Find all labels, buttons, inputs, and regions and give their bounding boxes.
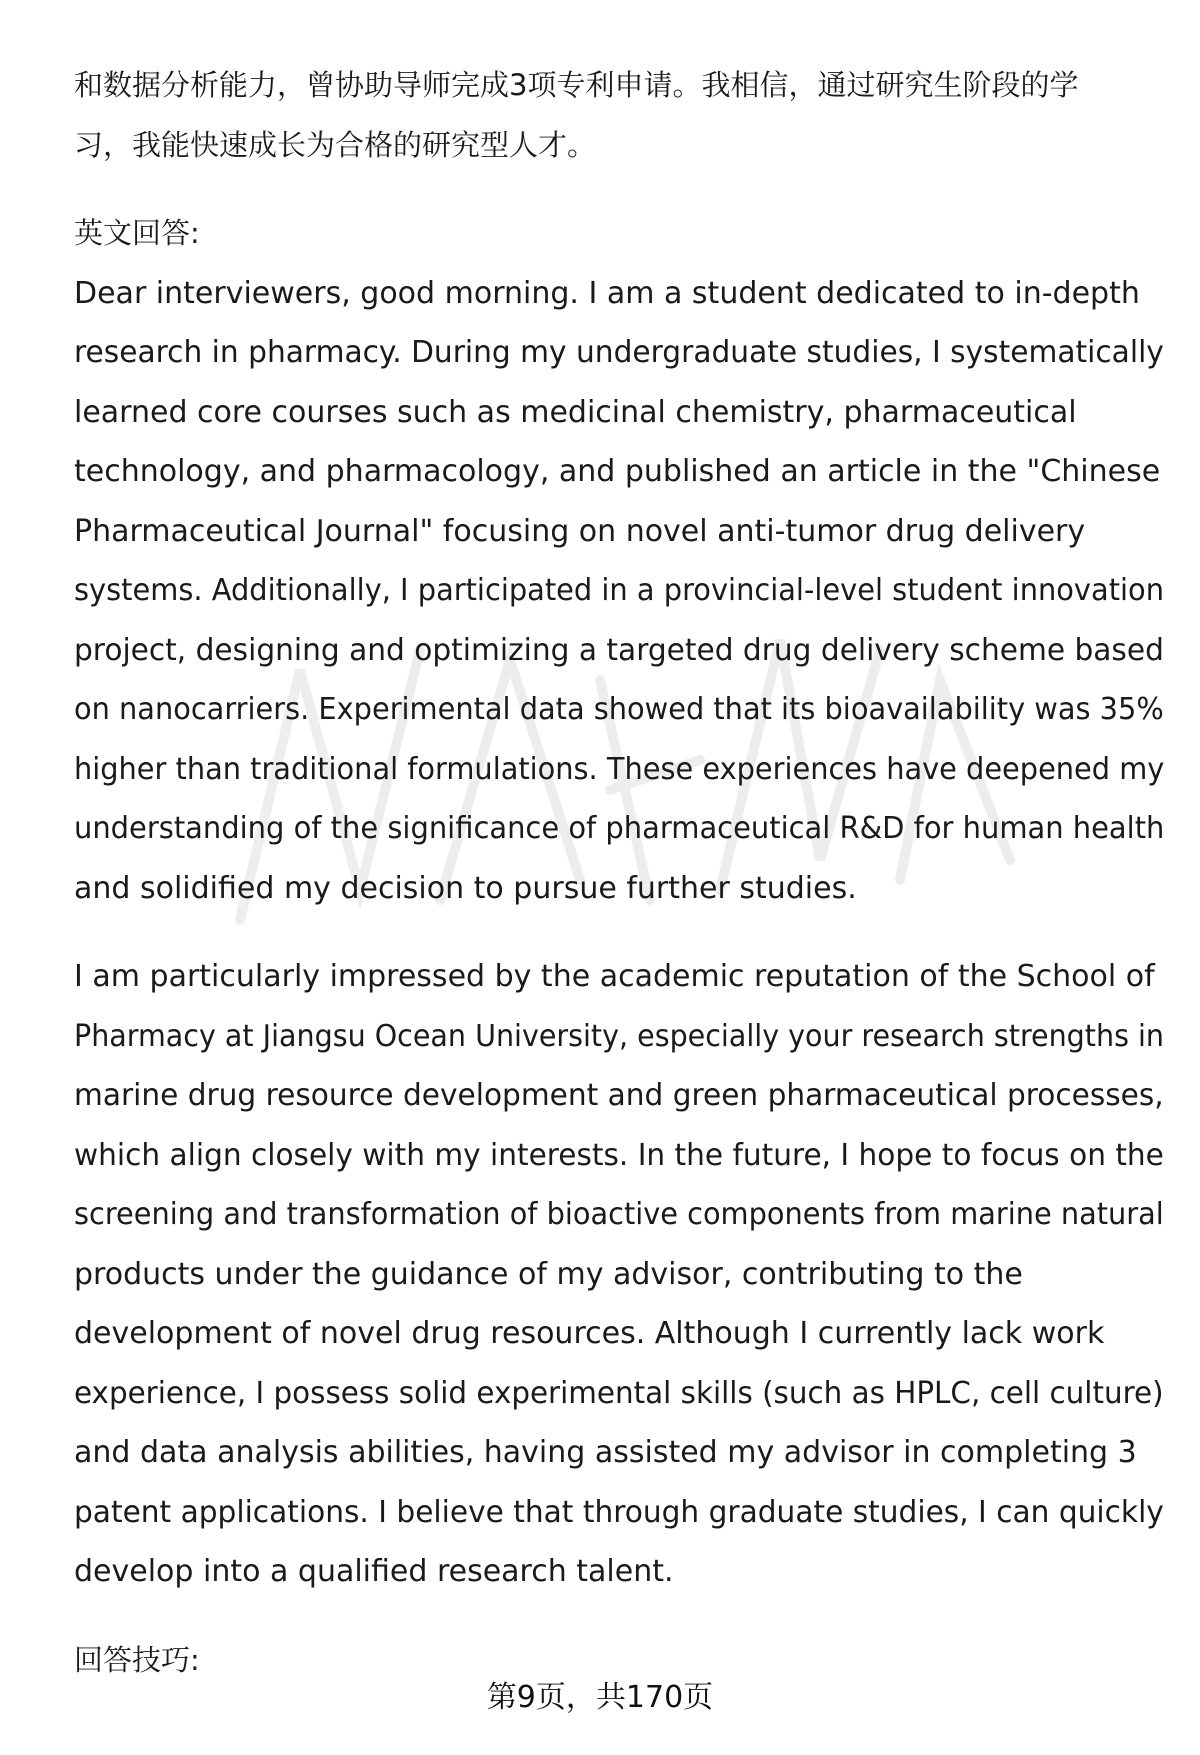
page-number-footer: 第9页，共170页	[486, 1680, 714, 1715]
english-paragraph-2	[74, 947, 1164, 1602]
text-line: experience, I possess solid experimental skills (such as HPLC, cell culture)	[74, 1375, 1164, 1411]
section-heading: 英文回答:	[74, 216, 200, 250]
text-line: Pharmacy at Jiangsu Ocean University, especially your research strengths in	[74, 1018, 1165, 1054]
text-line: 习，我能快速成长为合格的研究型人才。	[74, 127, 597, 162]
paragraph-spacer	[74, 1602, 1164, 1631]
english-paragraph-1	[74, 264, 1164, 919]
text-line: higher than traditional formulations. These experiences have deepened my	[74, 751, 1165, 787]
section-heading: 回答技巧:	[74, 1642, 200, 1677]
text-line: products under the guidance of my advisor, contributing to the	[74, 1256, 1023, 1292]
paragraph-spacer	[74, 175, 1164, 204]
text-line: marine drug resource development and green pharmaceutical processes,	[74, 1078, 1164, 1113]
text-line: Dear interviewers, good morning. I am a student dedicated to in-depth	[74, 275, 1140, 311]
text-line: on nanocarriers. Experimental data showed that its bioavailability was 35%	[74, 692, 1164, 727]
text-line: I am particularly impressed by the academic reputation of the School of	[74, 959, 1155, 994]
text-line: development of novel drug resources. Although I currently lack work	[74, 1316, 1105, 1351]
text-line: and data analysis abilities, having assisted my advisor in completing 3	[74, 1435, 1137, 1470]
text-line: screening and transformation of bioactive components from marine natural	[74, 1197, 1164, 1232]
english-answer-heading	[74, 204, 1164, 264]
text-line: research in pharmacy. During my undergraduate studies, I systematically	[74, 335, 1164, 370]
chinese-paragraph-tail	[74, 56, 1164, 175]
text-line: systems. Additionally, I participated in a provincial-level student innovation	[74, 573, 1164, 608]
text-line: project, designing and optimizing a targeted drug delivery scheme based	[74, 632, 1164, 668]
text-line: 和数据分析能力，曾协助导师完成3项专利申请。我相信，通过研究生阶段的学	[74, 68, 1079, 102]
text-line: patent applications. I believe that through graduate studies, I can quickly	[74, 1494, 1164, 1530]
document-body	[74, 56, 1164, 1690]
text-line: which align closely with my interests. In the future, I hope to focus on the	[74, 1137, 1164, 1173]
text-line: and solidified my decision to pursue further studies.	[74, 870, 857, 906]
text-line: Pharmaceutical Journal" focusing on novel anti-tumor drug delivery	[74, 513, 1086, 549]
text-line: develop into a qualified research talent.	[74, 1554, 674, 1589]
text-line: technology, and pharmacology, and published an article in the "Chinese	[74, 454, 1161, 489]
text-line: understanding of the significance of pharmaceutical R&D for human health	[74, 811, 1165, 846]
text-line: learned core courses such as medicinal chemistry, pharmaceutical	[74, 394, 1077, 430]
paragraph-spacer	[74, 918, 1164, 947]
